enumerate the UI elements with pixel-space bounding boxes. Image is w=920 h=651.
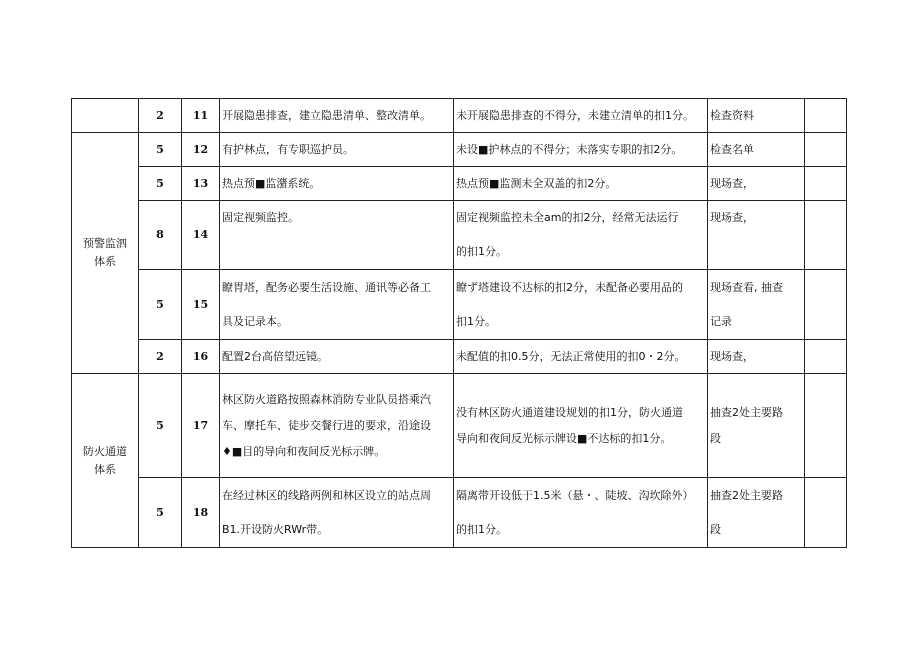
remark-cell (805, 270, 847, 340)
table-row (72, 133, 847, 167)
criteria-cell: 未设■护林点的不得分；未落实专职的扣2分。 (454, 133, 708, 167)
method-cell: 检查名单 (708, 133, 805, 167)
score-cell: 2 (139, 340, 182, 374)
content-cell: 瞭胃塔，配务必要生活设施、通讯等必备工 具及记录本。 (220, 270, 454, 340)
method-cell: 抽查2处主要路 段 (708, 374, 805, 478)
content-cell: 开展隐患排查，建立隐患清单、整改清单。 (220, 99, 454, 133)
criteria-cell: 固定视频监控未全am的扣2分，经常无法运行 的扣1分。 (454, 201, 708, 270)
method-cell: 检查资料 (708, 99, 805, 133)
method-cell: 抽查2处主要路 段 (708, 478, 805, 548)
remark-cell (805, 340, 847, 374)
criteria-cell: 未开展隐患排查的不得分，未建立清单的扣1分。 (454, 99, 708, 133)
score-cell: 5 (139, 270, 182, 340)
remark-cell (805, 167, 847, 201)
content-cell: 有护林点，有专职巡护员。 (220, 133, 454, 167)
content-cell: 热点预■监潴系统。 (220, 167, 454, 201)
remark-cell (805, 99, 847, 133)
content-cell: 在经过林区的线路两例和林区设立的站点周 B1.开设防火RWr带。 (220, 478, 454, 548)
item-number-cell: 17 (182, 374, 220, 478)
category-cell-early-warning: 预警监泗 体系 (72, 133, 139, 374)
content-cell: 配置2台高倍望远镜。 (220, 340, 454, 374)
content-cell: 林区防火道路按照森林消防专业队员搭乘汽 车、摩托车、徒步交餐行进的要求，沿途设 ♦■目的导向和夜间反光标示牌。 (220, 374, 454, 478)
criteria-cell: 瞭ず塔建设不达标的扣2分，未配备必要用品的 扣1分。 (454, 270, 708, 340)
scoring-table (71, 98, 847, 548)
criteria-cell: 没有林区防火通道建设规划的扣1分，防火通道 导向和夜间反光标示牌设■不达标的扣1分。 (454, 374, 708, 478)
method-cell: 现场查， (708, 167, 805, 201)
criteria-cell: 隔离带开设低于1.5米（悬・、陡坡、沟坎除外） 的扣1分。 (454, 478, 708, 548)
table-row (72, 201, 847, 270)
method-cell: 现场查， (708, 201, 805, 270)
criteria-cell: 热点预■监测未全双盖的扣2分。 (454, 167, 708, 201)
remark-cell (805, 133, 847, 167)
score-cell: 5 (139, 374, 182, 478)
table-row (72, 374, 847, 478)
item-number-cell: 13 (182, 167, 220, 201)
item-number-cell: 12 (182, 133, 220, 167)
item-number-cell: 11 (182, 99, 220, 133)
score-cell: 5 (139, 478, 182, 548)
score-cell: 2 (139, 99, 182, 133)
table-row (72, 270, 847, 340)
remark-cell (805, 478, 847, 548)
score-cell: 8 (139, 201, 182, 270)
method-cell: 现场查， (708, 340, 805, 374)
score-cell: 5 (139, 133, 182, 167)
table-row (72, 167, 847, 201)
item-number-cell: 18 (182, 478, 220, 548)
category-cell-fire-access: 防火通道 体系 (72, 374, 139, 548)
table-row (72, 478, 847, 548)
content-cell: 固定视频监控。 (220, 201, 454, 270)
criteria-cell: 未配值的扣0.5分，无法正常使用的扣0・2分。 (454, 340, 708, 374)
remark-cell (805, 374, 847, 478)
table-row (72, 99, 847, 133)
table-row (72, 340, 847, 374)
remark-cell (805, 201, 847, 270)
category-cell-empty (72, 99, 139, 133)
item-number-cell: 16 (182, 340, 220, 374)
item-number-cell: 15 (182, 270, 220, 340)
score-cell: 5 (139, 167, 182, 201)
item-number-cell: 14 (182, 201, 220, 270)
method-cell: 现场查看, 抽查 记录 (708, 270, 805, 340)
